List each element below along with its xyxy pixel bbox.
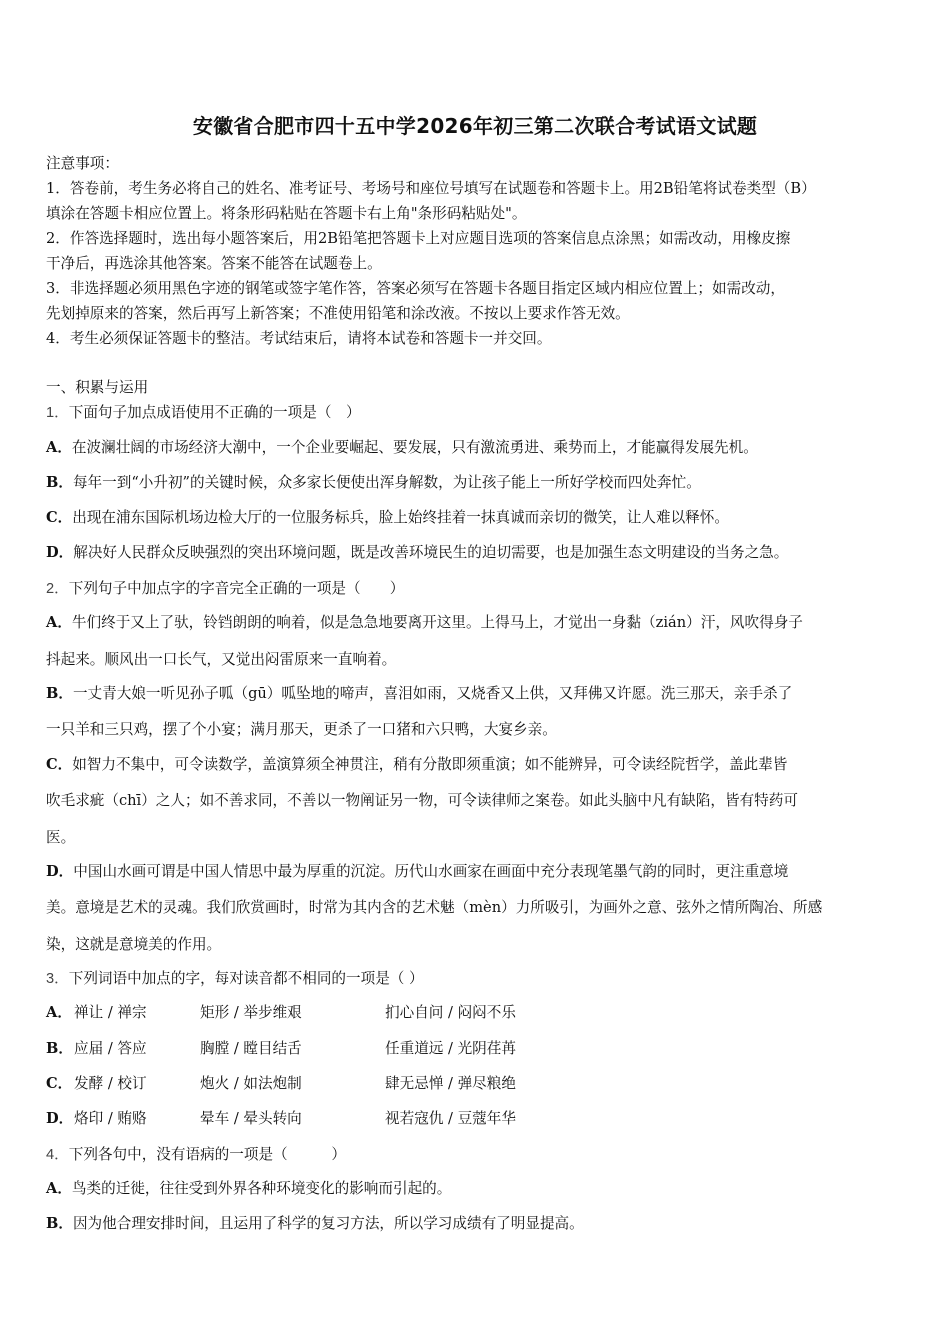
- q3-option-label: D．: [46, 1110, 74, 1127]
- q3-cell: 矩形 / 举步维艰: [200, 1004, 302, 1021]
- option-text: 鸟类的迁徙，往往受到外界各种环境变化的影响而引起的。: [71, 1180, 452, 1197]
- q3-option-label: C．: [46, 1075, 73, 1092]
- option-text: 解决好人民群众反映强烈的突出环境问题，既是改善环境民生的迫切需要，也是加强生态文明建设的当务之急。: [73, 544, 789, 561]
- section-heading: 一、积累与运用: [46, 379, 149, 396]
- option-text: 出现在浦东国际机场边检大厅的一位服务标兵，脸上始终挂着一抹真诚而亲切的微笑，让人难以释怀。: [72, 509, 729, 526]
- question-4-stem: [46, 1143, 346, 1164]
- question-text: 下面句子加点成语使用不正确的一项是（ ）: [68, 404, 361, 421]
- option-label: C．: [46, 509, 73, 526]
- question-3-stem: [46, 967, 424, 988]
- q1-option-b: [46, 471, 701, 492]
- notice-line: 3．非选择题必须用黑色字迹的钢笔或签字笔作答，答案必须写在答题卡各题目指定区域内相应位置上；如需改动，: [46, 280, 785, 297]
- q3-cell: 应届 / 答应: [74, 1040, 147, 1057]
- notice-heading: 注意事项：: [46, 155, 119, 172]
- option-text: 每年一到“小升初”的关键时候，众多家长便使出浑身解数，为让孩子能上一所好学校而四处奔忙。: [72, 474, 701, 491]
- option-label: A．: [46, 439, 72, 456]
- q1-option-d: [46, 541, 788, 562]
- option-text: 中国山水画可谓是中国人情思中最为厚重的沉淀。历代山水画家在画面中充分表现笔墨气韵的同时，更注重意境: [73, 863, 789, 880]
- q3-cell: 烙印 / 贿赂: [74, 1110, 147, 1127]
- option-text: 一丈青大娘一听见孙子呱（gū）呱坠地的啼声，喜泪如雨，又烧香又上供，又拜佛又许愿。洗三那天，亲手杀了: [72, 685, 793, 702]
- question-number: 4．: [46, 1147, 69, 1163]
- q3-cell: 晕车 / 晕头转向: [200, 1110, 302, 1127]
- q3-cell: 肆无忌惮 / 弹尽粮绝: [385, 1075, 516, 1092]
- q2-option-d-cont: 美。意境是艺术的灵魂。我们欣赏画时，时常为其内含的艺术魅（mèn）力所吸引，为画外之意、弦外之情所陶冶、所感: [46, 899, 823, 916]
- notice-line: 4．考生必须保证答题卡的整洁。考试结束后，请将本试卷和答题卡一并交回。: [46, 330, 552, 347]
- q4-option-b: [46, 1212, 584, 1233]
- notice-line: 填涂在答题卡相应位置上。将条形码粘贴在答题卡右上角"条形码粘贴处"。: [46, 205, 527, 222]
- option-label: B．: [46, 474, 73, 491]
- q3-option-label: A．: [46, 1004, 72, 1021]
- q3-option-label: B．: [46, 1040, 73, 1057]
- option-text: 因为他合理安排时间，且运用了科学的复习方法，所以学习成绩有了明显提高。: [72, 1215, 584, 1232]
- question-text: 下列句子中加点字的字音完全正确的一项是（ ）: [68, 580, 405, 597]
- q2-option-c: [46, 753, 787, 774]
- notice-line: 2．作答选择题时，选出每小题答案后，用2B铅笔把答题卡上对应题目选项的答案信息点涂黑；如需改动，用橡皮擦: [46, 230, 791, 247]
- q3-cell: 视若寇仇 / 豆蔻年华: [385, 1110, 516, 1127]
- option-text: 如智力不集中，可令读数学，盖演算须全神贯注，稍有分散即须重演；如不能辨异，可令读经院哲学，盖此辈皆: [72, 756, 788, 773]
- option-label: C．: [46, 756, 73, 773]
- question-2-stem: [46, 577, 404, 598]
- question-number: 2．: [46, 581, 69, 597]
- page-title: 安徽省合肥市四十五中学2026年初三第二次联合考试语文试题: [192, 114, 758, 138]
- option-label: D．: [46, 544, 74, 561]
- option-text: 在波澜壮阔的市场经济大潮中，一个企业要崛起、要发展，只有激流勇进、乘势而上，才能赢得发展先机。: [71, 439, 758, 456]
- question-number: 1．: [46, 405, 69, 421]
- question-text: 下列各句中，没有语病的一项是（ ）: [68, 1146, 347, 1163]
- q2-option-d: [46, 860, 788, 881]
- q2-option-a: [46, 611, 803, 632]
- q1-option-a: [46, 436, 758, 457]
- q3-cell: 炮火 / 如法炮制: [200, 1075, 302, 1092]
- question-1-stem: [46, 401, 361, 422]
- q3-cell: 扪心自问 / 闷闷不乐: [385, 1004, 516, 1021]
- q3-cell: 禅让 / 禅宗: [74, 1004, 147, 1021]
- q3-cell: 胸膛 / 瞠目结舌: [200, 1040, 302, 1057]
- q2-option-c-cont: 医。: [46, 829, 76, 846]
- q2-option-a-cont: 抖起来。顺风出一口长气，又觉出闷雷原来一直响着。: [46, 651, 397, 668]
- q2-option-c-cont: 吹毛求疵（chī）之人；如不善求同，不善以一物阐证另一物，可令读律师之案卷。如此头脑中凡有缺陷，皆有特药可: [46, 792, 798, 809]
- q4-option-a: [46, 1177, 451, 1198]
- option-text: 牛们终于又上了驮，铃铛朗朗的响着，似是急急地要离开这里。上得马上，才觉出一身黏（zián）汗，风吹得身子: [71, 614, 803, 631]
- question-number: 3．: [46, 971, 69, 987]
- q2-option-b: [46, 682, 792, 703]
- question-text: 下列词语中加点的字，每对读音都不相同的一项是（ ）: [68, 970, 424, 987]
- q2-option-d-cont: 染，这就是意境美的作用。: [46, 936, 222, 953]
- option-label: A．: [46, 614, 72, 631]
- option-label: D．: [46, 863, 74, 880]
- notice-line: 先划掉原来的答案，然后再写上新答案；不准使用铅笔和涂改液。不按以上要求作答无效。: [46, 305, 630, 322]
- q1-option-c: [46, 506, 729, 527]
- notice-line: 1．答卷前，考生务必将自己的姓名、准考证号、考场号和座位号填写在试题卷和答题卡上。用2B铅笔将试卷类型（B）: [46, 180, 816, 197]
- option-label: B．: [46, 1215, 73, 1232]
- q3-cell: 发酵 / 校订: [74, 1075, 147, 1092]
- option-label: B．: [46, 685, 73, 702]
- option-label: A．: [46, 1180, 72, 1197]
- notice-line: 干净后，再选涂其他答案。答案不能答在试题卷上。: [46, 255, 382, 272]
- q2-option-b-cont: 一只羊和三只鸡，摆了个小宴；满月那天，更杀了一口猪和六只鸭，大宴乡亲。: [46, 721, 557, 738]
- q3-cell: 任重道远 / 光阴荏苒: [385, 1040, 516, 1057]
